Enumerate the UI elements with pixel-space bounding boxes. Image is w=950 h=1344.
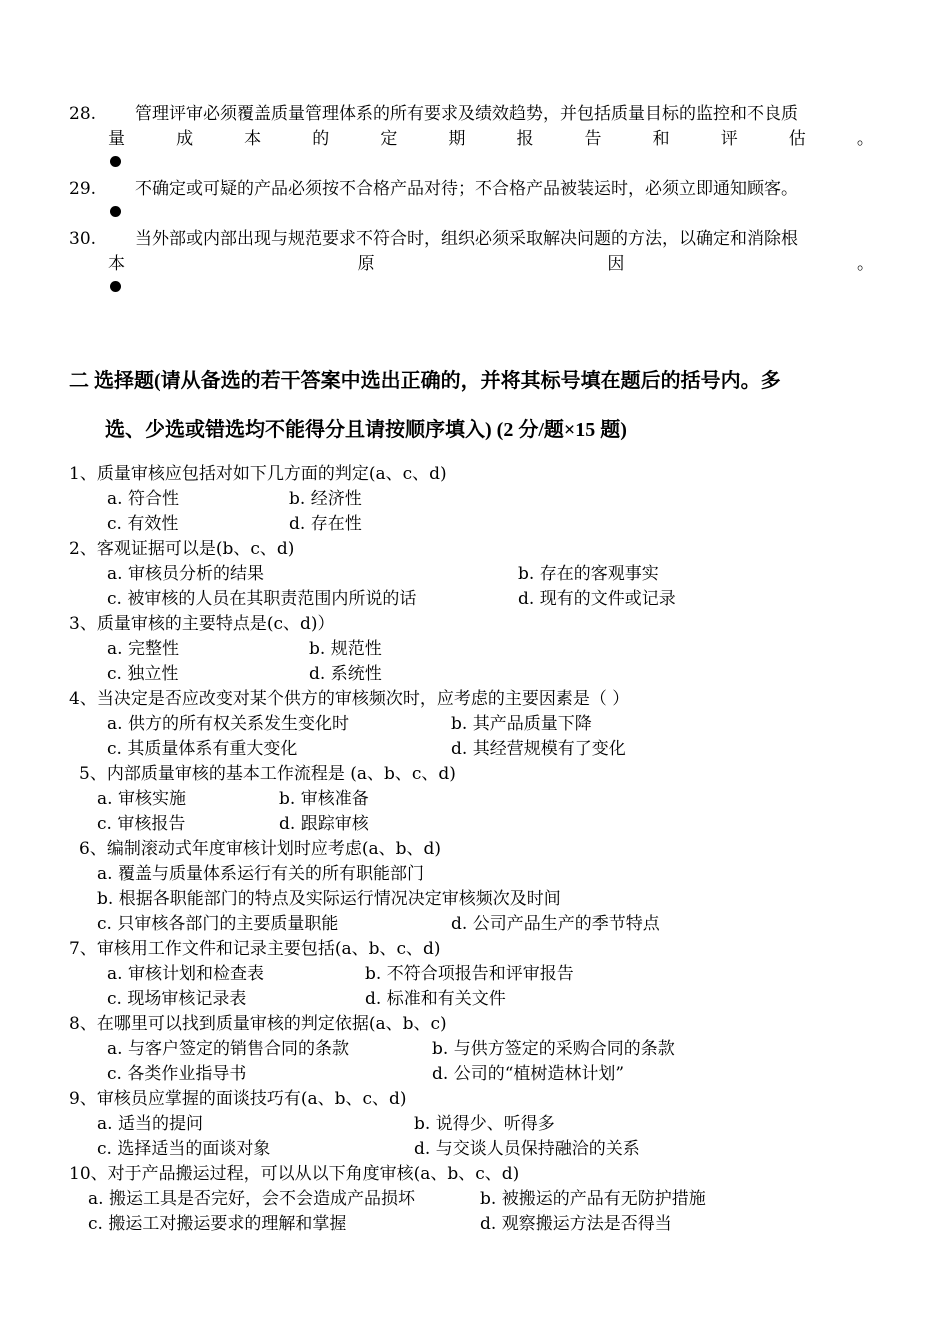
option: d. 与交谈人员保持融洽的关系: [414, 1139, 640, 1159]
question-text: 6、编制滚动式年度审核计划时应考虑(a、b、d): [79, 839, 441, 859]
option: a. 适当的提问: [97, 1114, 203, 1134]
section-heading: 二 选择题(请从备选的若干答案中选出正确的，并将其标号填在题后的括号内。多: [69, 370, 781, 392]
bullet-icon: [110, 156, 121, 167]
spread-char: 评: [720, 129, 738, 149]
section-heading-continued: 选、少选或错选均不能得分且请按顺序填入) (2 分/题×15 题): [105, 419, 627, 441]
item-text-spread-line: [108, 252, 874, 276]
spread-char: 告: [584, 129, 602, 149]
option: c. 选择适当的面谈对象: [97, 1139, 271, 1159]
option: d. 其经营规模有了变化: [451, 739, 626, 759]
option: c. 只审核各部门的主要质量职能: [97, 914, 339, 934]
item-text-line: 管理评审必须覆盖质量管理体系的所有要求及绩效趋势，并包括质量目标的监控和不良质: [135, 104, 798, 124]
option: c. 搬运工对搬运要求的理解和掌握: [88, 1214, 347, 1234]
option: b. 与供方签定的采购合同的条款: [432, 1039, 675, 1059]
question-text: 1、质量审核应包括对如下几方面的判定(a、c、d): [69, 464, 447, 484]
question-text: 9、审核员应掌握的面谈技巧有(a、b、c、d): [69, 1089, 407, 1109]
option: b. 根据各职能部门的特点及实际运行情况决定审核频次及时间: [97, 889, 561, 909]
option: d. 系统性: [309, 664, 382, 684]
spread-char: 估: [788, 129, 806, 149]
option: b. 说得少、听得多: [414, 1114, 555, 1134]
option: d. 公司的“植树造林计划”: [432, 1064, 625, 1084]
option: b. 其产品质量下降: [451, 714, 592, 734]
option: a. 覆盖与质量体系运行有关的所有职能部门: [97, 864, 424, 884]
spread-char: 量: [108, 129, 125, 149]
option: d. 公司产品生产的季节特点: [451, 914, 660, 934]
question-text: 7、审核用工作文件和记录主要包括(a、b、c、d): [69, 939, 441, 959]
option: c. 有效性: [107, 514, 179, 534]
option: c. 独立性: [107, 664, 179, 684]
option: b. 不符合项报告和评审报告: [365, 964, 574, 984]
option: a. 审核员分析的结果: [107, 564, 264, 584]
item-text-line: 不确定或可疑的产品必须按不合格产品对待；不合格产品被装运时，必须立即通知顾客。: [135, 179, 798, 199]
question-text: 8、在哪里可以找到质量审核的判定依据(a、b、c): [69, 1014, 447, 1034]
option: a. 审核计划和检查表: [107, 964, 264, 984]
spread-char: 本: [108, 254, 125, 274]
option: c. 现场审核记录表: [107, 989, 247, 1009]
spread-char: 定: [380, 129, 398, 149]
option: a. 审核实施: [97, 789, 186, 809]
bullet-icon: [110, 206, 121, 217]
item-number: 28.: [69, 104, 97, 124]
bullet-icon: [110, 281, 121, 292]
option: a. 供方的所有权关系发生变化时: [107, 714, 349, 734]
option: c. 各类作业指导书: [107, 1064, 247, 1084]
option: a. 与客户签定的销售合同的条款: [107, 1039, 349, 1059]
option: c. 审核报告: [97, 814, 186, 834]
spread-char: 。: [856, 129, 874, 149]
option: d. 观察搬运方法是否得当: [480, 1214, 672, 1234]
option: a. 完整性: [107, 639, 179, 659]
option: d. 标准和有关文件: [365, 989, 506, 1009]
option: c. 被审核的人员在其职责范围内所说的话: [107, 589, 417, 609]
spread-char: 和: [652, 129, 670, 149]
question-text: 2、客观证据可以是(b、c、d): [69, 539, 295, 559]
question-text: 10、对于产品搬运过程，可以从以下角度审核(a、b、c、d): [69, 1164, 520, 1184]
item-text-spread-line: [108, 127, 874, 151]
spread-char: 因: [607, 254, 625, 274]
spread-char: 期: [448, 129, 466, 149]
option: a. 符合性: [107, 489, 179, 509]
option: a. 搬运工具是否完好，会不会造成产品损坏: [88, 1189, 415, 1209]
option: d. 跟踪审核: [279, 814, 369, 834]
item-text-line: 当外部或内部出现与规范要求不符合时，组织必须采取解决问题的方法，以确定和消除根: [135, 229, 798, 249]
question-text: 5、内部质量审核的基本工作流程是 (a、b、c、d): [79, 764, 456, 784]
option: b. 经济性: [289, 489, 362, 509]
option: b. 存在的客观事实: [518, 564, 659, 584]
spread-char: 成: [176, 129, 194, 149]
option: b. 规范性: [309, 639, 382, 659]
question-text: 4、当决定是否应改变对某个供方的审核频次时，应考虑的主要因素是（ ）: [69, 689, 630, 709]
spread-char: 原: [357, 254, 375, 274]
question-text: 3、质量审核的主要特点是(c、d)）: [69, 614, 335, 634]
spread-char: 本: [244, 129, 262, 149]
option: d. 现有的文件或记录: [518, 589, 676, 609]
item-number: 29.: [69, 179, 97, 199]
option: b. 被搬运的产品有无防护措施: [480, 1189, 706, 1209]
option: d. 存在性: [289, 514, 362, 534]
spread-char: 的: [312, 129, 330, 149]
spread-char: 报: [516, 129, 534, 149]
item-number: 30.: [69, 229, 97, 249]
spread-char: 。: [856, 254, 874, 274]
option: c. 其质量体系有重大变化: [107, 739, 298, 759]
option: b. 审核准备: [279, 789, 369, 809]
